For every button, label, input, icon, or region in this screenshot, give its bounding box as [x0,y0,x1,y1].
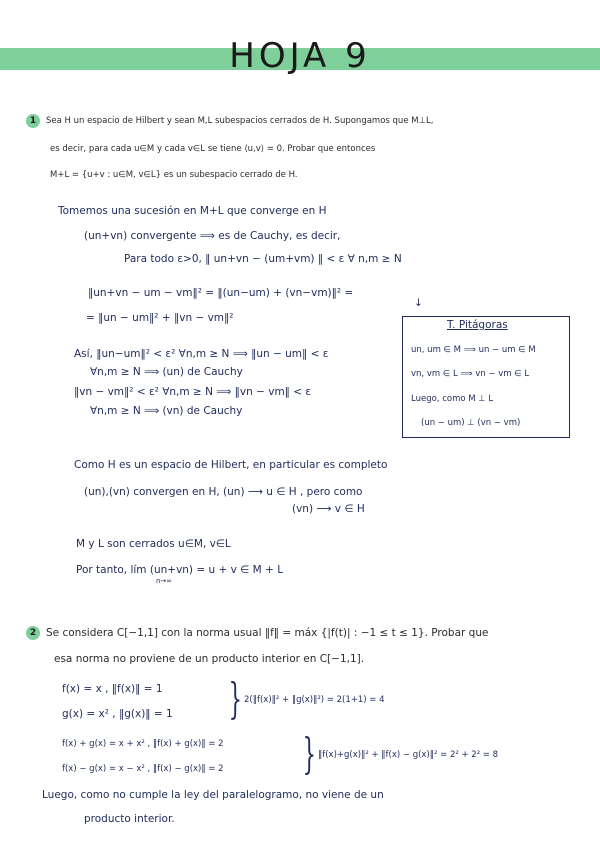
ex2-solution-line-4: f(x) + g(x) = x + x² , ‖f(x) + g(x)‖ = 2 [62,739,224,749]
ex1-solution-line-3: Para todo ε>0, ‖ un+vn − (um+vm) ‖ < ε ∀ n,m ≥ N [124,253,402,265]
pythagoras-box-title: T. Pitágoras [447,319,508,331]
ex2-statement-line-2: esa norma no proviene de un producto interior en C[−1,1]. [54,653,365,665]
ex1-statement-line-2: es decir, para cada u∈M y cada v∈L se tiene ⟨u,v⟩ = 0. Probar que entonces [50,144,376,154]
ex1-statement-line-3: M+L = {u+v : u∈M, v∈L} es un subespacio cerrado de H. [50,170,298,180]
ex2-statement-line-1: Se considera C[−1,1] con la norma usual ‖f‖ = máx {|f(t)| : −1 ≤ t ≤ 1}. Probar que [46,627,489,639]
pythagoras-box-line-2: vn, vm ∈ L ⟹ vn − vm ∈ L [411,369,530,379]
ex1-solution-line-4: ‖un+vn − um − vm‖² = ‖(un−um) + (vn−vm)‖² = [88,287,354,299]
ex1-solution-line-12: (vn) ⟶ v ∈ H [292,503,365,515]
ex2-solution-line-8: producto interior. [84,813,175,825]
ex1-solution-line-14: Por tanto, lím (un+vn) = u + v ∈ M + L [76,564,284,576]
brace-icon-2: } [302,729,317,778]
ex1-solution-line-7: ∀n,m ≥ N ⟹ (un) de Cauchy [90,366,243,378]
ex2-solution-line-2: g(x) = x² , ‖g(x)‖ = 1 [62,708,173,720]
exercise-2-number: 2 [26,626,40,640]
pythagoras-box-line-3: Luego, como M ⊥ L [411,394,494,404]
ex1-solution-line-5: = ‖un − um‖² + ‖vn − vm‖² [86,312,234,324]
pythagoras-box-line-4: (un − um) ⊥ (vn − vm) [421,418,521,428]
ex2-solution-line-1: f(x) = x , ‖f(x)‖ = 1 [62,683,163,695]
ex1-solution-line-9: ∀n,m ≥ N ⟹ (vn) de Cauchy [90,405,243,417]
arrow-down-icon: ↓ [414,297,423,309]
brace-icon: } [228,674,243,723]
pythagoras-box [402,316,570,438]
ex1-limit-subscript: n→∞ [156,577,173,585]
ex1-solution-line-6: Así, ‖un−um‖² < ε² ∀n,m ≥ N ⟹ ‖un − um‖ < ε [74,348,329,360]
ex2-solution-line-5: f(x) − g(x) = x − x² , ‖f(x) − g(x)‖ = 2 [62,764,224,774]
ex1-solution-line-2: (un+vn) convergente ⟹ es de Cauchy, es decir, [84,230,341,242]
ex1-solution-line-10: Como H es un espacio de Hilbert, en particular es completo [74,459,388,471]
ex2-solution-line-6: ‖f(x)+g(x)‖² + ‖f(x) − g(x)‖² = 2² + 2² = 8 [318,750,499,760]
ex1-statement-line-1: Sea H un espacio de Hilbert y sean M,L subespacios cerrados de H. Supongamos que M⊥L, [46,116,434,126]
exercise-1-number: 1 [26,114,40,128]
ex2-solution-line-3: 2(‖f(x)‖² + ‖g(x)‖²) = 2(1+1) = 4 [244,695,385,705]
ex1-solution-line-13: M y L son cerrados u∈M, v∈L [76,538,231,550]
ex1-solution-line-8: ‖vn − vm‖² < ε² ∀n,m ≥ N ⟹ ‖vn − vm‖ < ε [74,386,312,398]
pythagoras-box-line-1: un, um ∈ M ⟹ un − um ∈ M [411,345,536,355]
ex2-solution-line-7: Luego, como no cumple la ley del paralelogramo, no viene de un [42,789,384,801]
ex1-solution-line-11: (un),(vn) convergen en H, (un) ⟶ u ∈ H , pero como [84,486,363,498]
ex1-solution-line-1: Tomemos una sucesión en M+L que converge en H [58,205,327,217]
page-title: HOJA 9 [229,36,371,76]
